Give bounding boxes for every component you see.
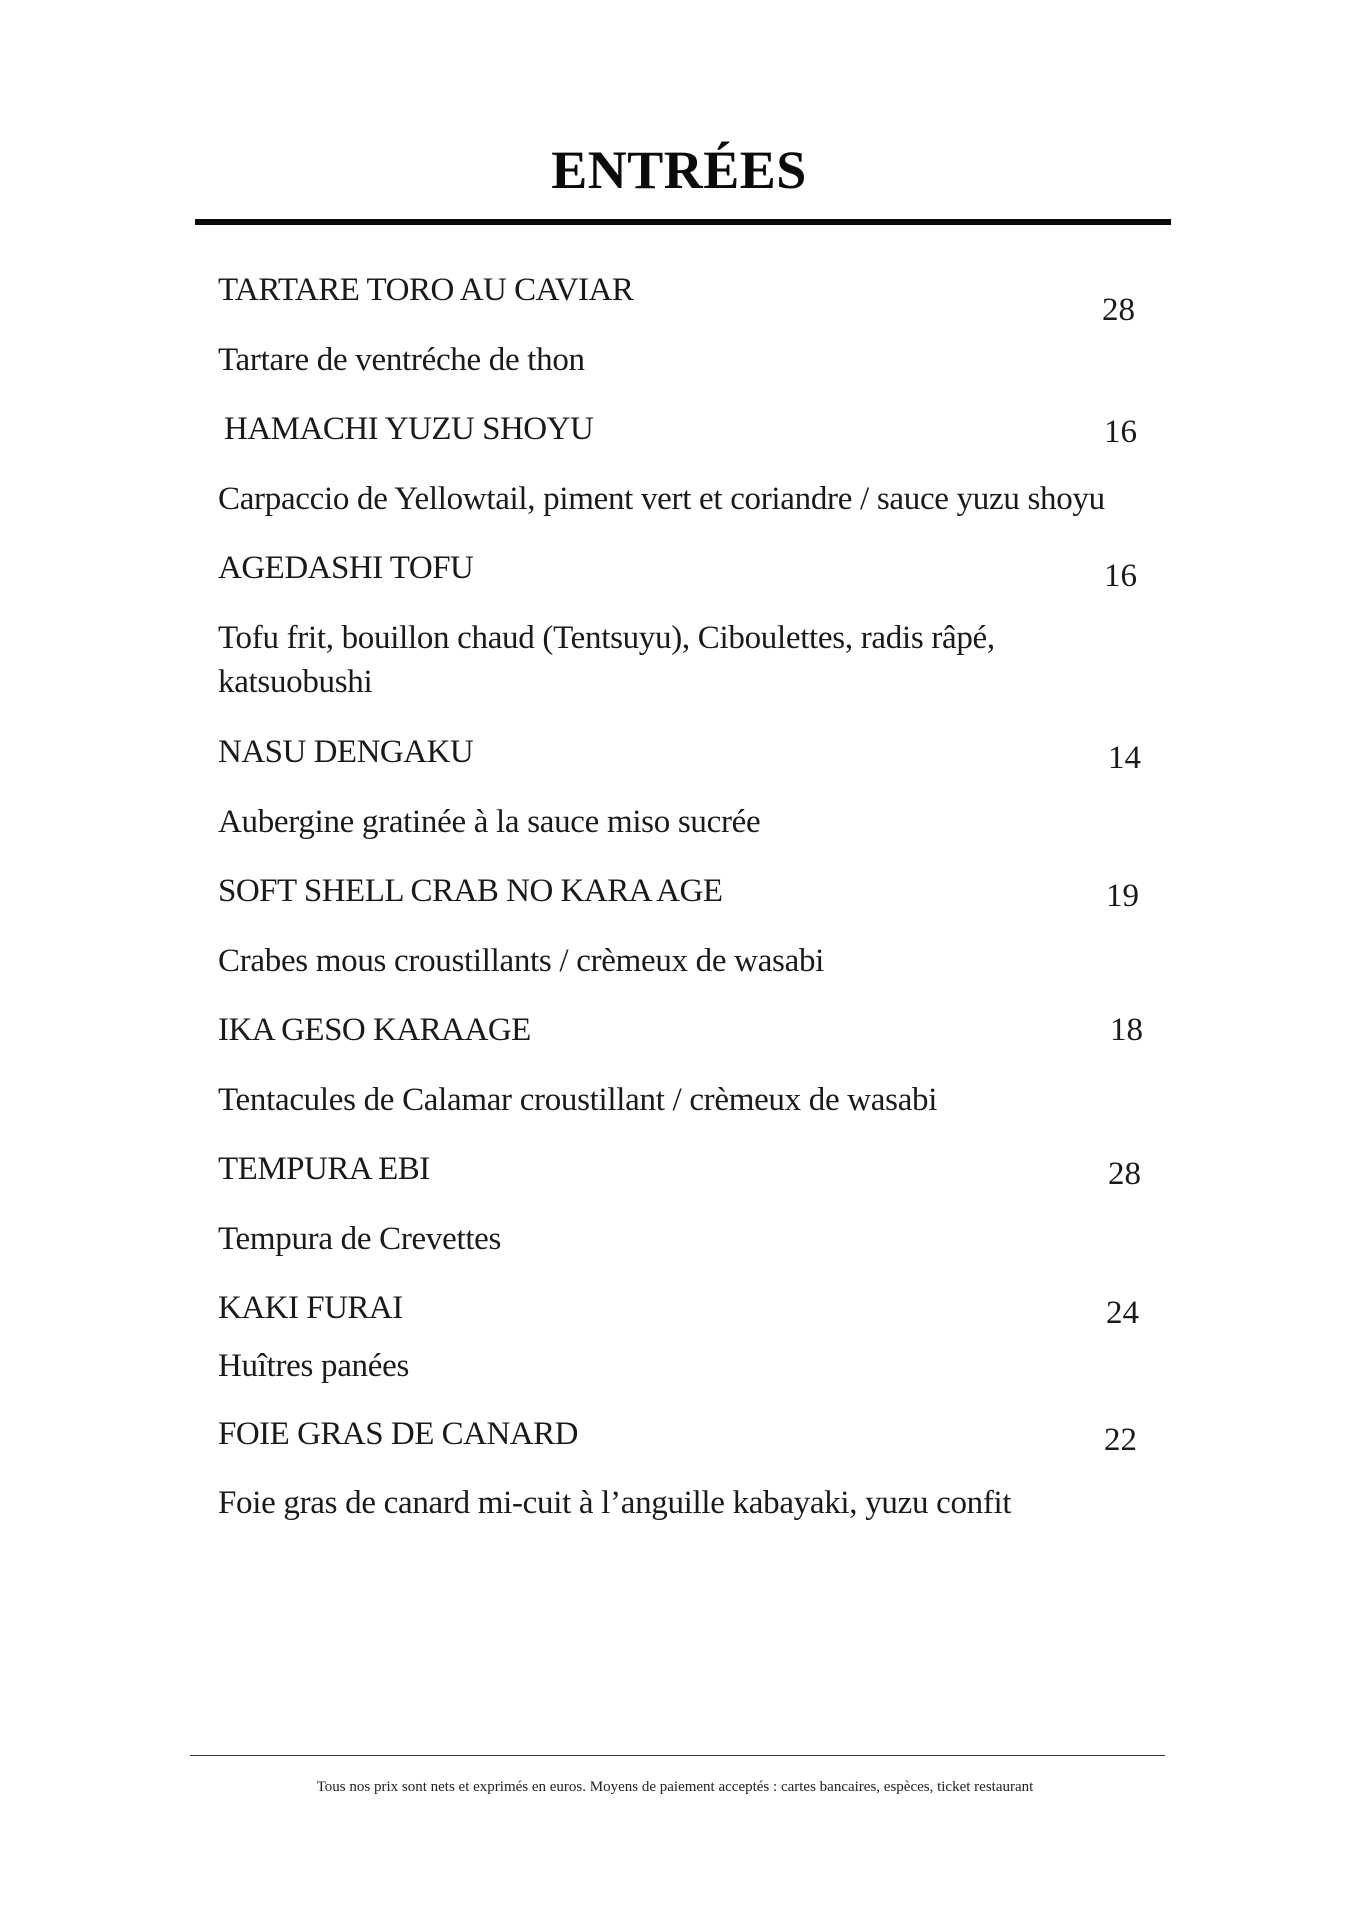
item-description: Carpaccio de Yellowtail, piment vert et coriandre / sauce yuzu shoyu — [218, 481, 1105, 517]
item-name: HAMACHI YUZU SHOYU — [224, 411, 594, 447]
item-name: TARTARE TORO AU CAVIAR — [218, 272, 634, 308]
title-divider — [195, 219, 1171, 225]
item-price: 18 — [1110, 1012, 1143, 1048]
item-description: Tempura de Crevettes — [218, 1221, 502, 1257]
item-name: NASU DENGAKU — [218, 734, 474, 770]
item-price: 28 — [1108, 1156, 1141, 1192]
item-name: FOIE GRAS DE CANARD — [218, 1416, 578, 1452]
footer-note: Tous nos prix sont nets et exprimés en euros. Moyens de paiement acceptés : cartes bancaires, espèces, ticket restaurant — [316, 1779, 1034, 1795]
item-description: Tartare de ventréche de thon — [218, 342, 585, 378]
page-title: ENTRÉES — [551, 140, 807, 200]
item-price: 28 — [1102, 292, 1135, 328]
item-description: Aubergine gratinée à la sauce miso sucrée — [218, 804, 761, 840]
item-name: SOFT SHELL CRAB NO KARA AGE — [218, 873, 723, 909]
item-price: 14 — [1108, 740, 1141, 776]
item-description: Tofu frit, bouillon chaud (Tentsuyu), Ciboulettes, radis râpé, katsuobushi — [218, 620, 995, 700]
item-description: Foie gras de canard mi-cuit à l’anguille kabayaki, yuzu confit — [218, 1485, 1012, 1521]
item-price: 22 — [1104, 1422, 1137, 1458]
item-description: Tentacules de Calamar croustillant / crèmeux de wasabi — [218, 1082, 938, 1118]
item-name: KAKI FURAI — [218, 1290, 403, 1326]
item-name: AGEDASHI TOFU — [218, 550, 474, 586]
item-price: 19 — [1106, 878, 1139, 914]
item-name: IKA GESO KARAAGE — [218, 1012, 531, 1048]
item-price: 16 — [1104, 414, 1137, 450]
item-description: Crabes mous croustillants / crèmeux de wasabi — [218, 943, 825, 979]
footer-divider — [190, 1755, 1165, 1756]
item-description: Huîtres panées — [218, 1348, 409, 1384]
item-name: TEMPURA EBI — [218, 1151, 430, 1187]
item-price: 16 — [1104, 558, 1137, 594]
item-price: 24 — [1106, 1295, 1139, 1331]
